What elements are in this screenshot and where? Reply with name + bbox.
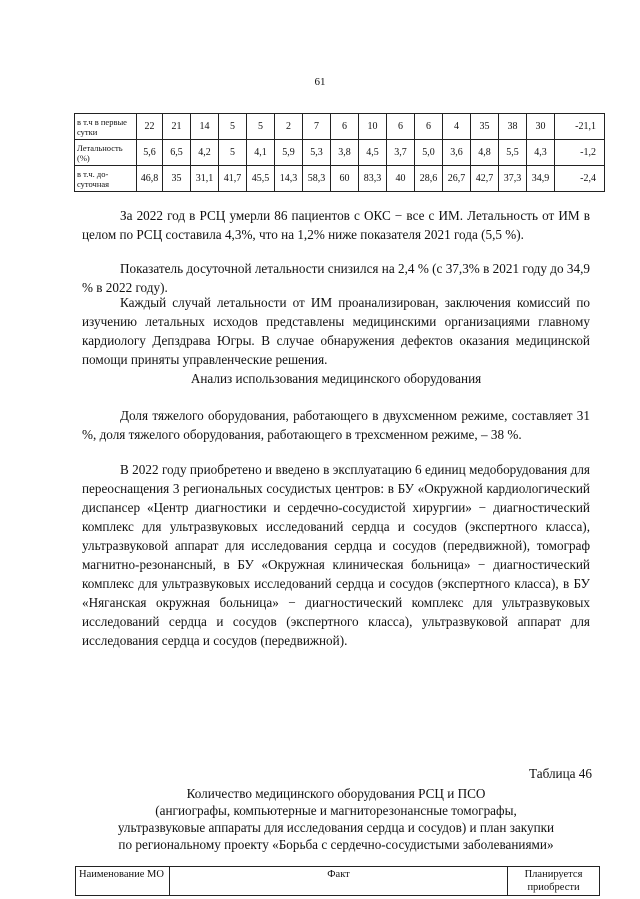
stats-cell: 5 — [247, 114, 275, 140]
stats-row — [75, 166, 605, 192]
stats-cell: 6 — [415, 114, 443, 140]
stats-cell: 10 — [359, 114, 387, 140]
stats-cell: 3,6 — [443, 140, 471, 166]
stats-cell: 5 — [219, 114, 247, 140]
stats-cell: 60 — [331, 166, 359, 192]
caption-line: ультразвуковые аппараты для исследования сердца и сосудов) и план закупки — [117, 820, 555, 835]
stats-cell: 28,6 — [415, 166, 443, 192]
stats-row — [75, 114, 605, 140]
stats-cell: 3,7 — [387, 140, 415, 166]
stats-cell: 42,7 — [471, 166, 499, 192]
stats-cell: 6 — [331, 114, 359, 140]
stats-cell: 14,3 — [275, 166, 303, 192]
stats-cell: 4 — [443, 114, 471, 140]
table-caption — [82, 785, 590, 853]
stats-cell: 4,8 — [471, 140, 499, 166]
paragraph-mortality-analysis: Каждый случай летальности от ИМ проанализирован, заключения комиссий по изучению летальных исходов представлены медицинскими организациями главному кардиологу Депздрава Югры. В случае обнаружения дефектов оказания медицинской помощи приняты управленческие решения. — [82, 295, 590, 367]
stats-cell: 14 — [191, 114, 219, 140]
stats-row-label: в т.ч. до-суточная — [75, 166, 137, 192]
stats-cell: -2,4 — [555, 166, 605, 192]
stats-cell: 45,5 — [247, 166, 275, 192]
stats-cell: 5 — [219, 140, 247, 166]
stats-row-label: в т.ч в первые сутки — [75, 114, 137, 140]
stats-cell: 4,1 — [247, 140, 275, 166]
stats-cell: 34,9 — [527, 166, 555, 192]
paragraph-daily-mortality: Показатель досуточной летальности снизился на 2,4 % (с 37,3% в 2021 году до 34,9 % в 2022 году). — [82, 261, 590, 295]
stats-cell: 5,3 — [303, 140, 331, 166]
table-number: Таблица 46 — [529, 766, 592, 781]
mortality-stats-table — [74, 113, 605, 192]
equipment-table — [75, 866, 600, 896]
section-heading: Анализ использования медицинского оборудования — [190, 371, 482, 386]
stats-cell: 21 — [163, 114, 191, 140]
stats-cell: 30 — [527, 114, 555, 140]
paragraph-equipment-share: Доля тяжелого оборудования, работающего в двухсменном режиме, составляет 31 %, доля тяжелого оборудования, работающего в трехсменном режиме, – 38 %. — [82, 408, 590, 442]
caption-line: (ангиографы, компьютерные и магниторезонансные томографы, — [155, 803, 517, 818]
stats-cell: 83,3 — [359, 166, 387, 192]
stats-cell: 35 — [163, 166, 191, 192]
header-mo-name: Наименование МО — [76, 867, 170, 896]
stats-cell: 3,8 — [331, 140, 359, 166]
stats-cell: 58,3 — [303, 166, 331, 192]
caption-line: по региональному проекту «Борьба с сердечно-сосудистыми заболеваниями» — [118, 837, 554, 852]
stats-cell: 5,6 — [137, 140, 163, 166]
stats-cell: -21,1 — [555, 114, 605, 140]
stats-cell: 38 — [499, 114, 527, 140]
page-number: 61 — [314, 76, 326, 88]
stats-cell: -1,2 — [555, 140, 605, 166]
stats-cell: 22 — [137, 114, 163, 140]
stats-cell: 5,5 — [499, 140, 527, 166]
stats-cell: 4,2 — [191, 140, 219, 166]
stats-row — [75, 140, 605, 166]
stats-cell: 35 — [471, 114, 499, 140]
stats-cell: 46,8 — [137, 166, 163, 192]
stats-cell: 6,5 — [163, 140, 191, 166]
stats-cell: 4,5 — [359, 140, 387, 166]
stats-cell: 40 — [387, 166, 415, 192]
paragraph-deaths-2022: За 2022 год в РСЦ умерли 86 пациентов с ОКС − все с ИМ. Летальность от ИМ в целом по РСЦ составила 4,3%, что на 1,2% ниже показателя 2021 года (5,5 %). — [82, 208, 590, 242]
stats-cell: 26,7 — [443, 166, 471, 192]
header-fact: Факт — [170, 867, 508, 896]
stats-cell: 31,1 — [191, 166, 219, 192]
stats-cell: 6 — [387, 114, 415, 140]
stats-row-label: Летальность (%) — [75, 140, 137, 166]
stats-cell: 2 — [275, 114, 303, 140]
stats-cell: 4,3 — [527, 140, 555, 166]
header-planned: Планируется приобрести — [508, 867, 600, 896]
paragraph-equipment-purchase: В 2022 году приобретено и введено в эксплуатацию 6 единиц медоборудования для переоснащения 3 региональных сосудистых центров: в БУ «Окружной кардиологический диспансер «Центр диагностики и сердечно-сосудистой хирургии» − диагностический комплекс для ультразвуковых исследований сердца и сосудов (экспертного класса), ультразвуковой аппарат для исследования сердца и сосудов (передвижной), томограф магнитно-резонансный, в БУ «Окружная клиническая больница» − диагностический комплекс для ультразвуковых исследований сердца и сосудов (экспертного класса), в БУ «Няганская окружная больница» − диагностический комплекс для ультразвуковых исследований сердца и сосудов (экспертного класса), ультразвуковой аппарат для исследования сердца и сосудов (передвижной). — [82, 462, 590, 648]
stats-cell: 41,7 — [219, 166, 247, 192]
stats-cell: 37,3 — [499, 166, 527, 192]
stats-cell: 5,0 — [415, 140, 443, 166]
stats-cell: 7 — [303, 114, 331, 140]
caption-line: Количество медицинского оборудования РСЦ и ПСО — [186, 786, 486, 801]
stats-cell: 5,9 — [275, 140, 303, 166]
